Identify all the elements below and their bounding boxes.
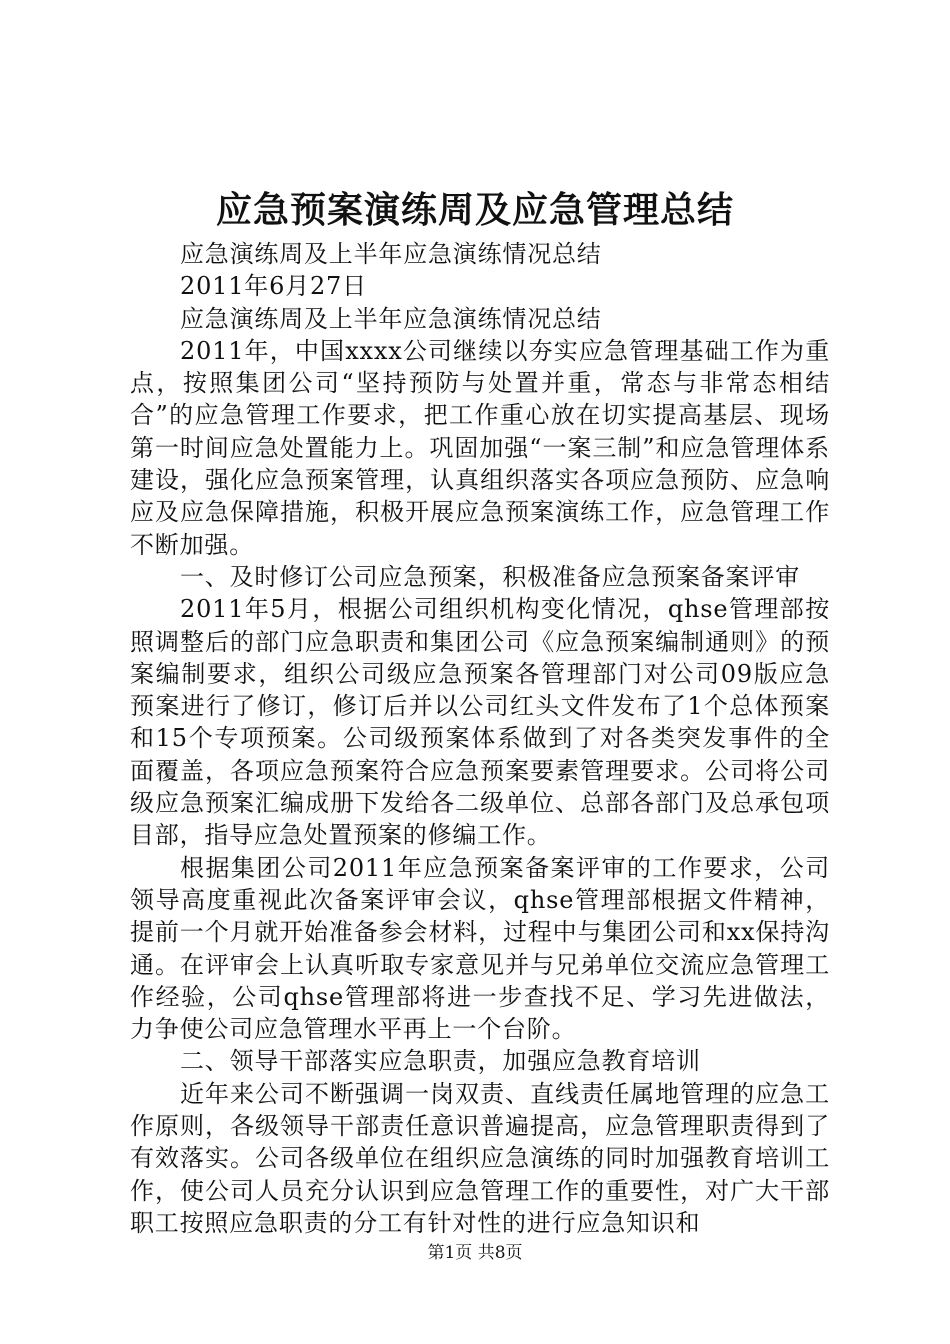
section-heading-1: 一、及时修订公司应急预案，积极准备应急预案备案评审 — [180, 562, 800, 591]
document-body — [130, 238, 830, 1239]
paragraph-intro: 2011年，中国xxxx公司继续以夯实应急管理基础工作为重点，按照集团公司“坚持预防与处置并重，常态与非常态相结合”的应急管理工作要求，把工作重心放在切实提高基层、现场第一时间应急处置能力上。巩固加强“一案三制”和应急管理体系建设，强化应急预案管理，认真组织落实各项应急预防、应急响应及应急保障措施，积极开展应急预案演练工作，应急管理工作不断加强。 — [130, 336, 830, 559]
paragraph-section-1a: 2011年5月，根据公司组织机构变化情况，qhse管理部按照调整后的部门应急职责和集团公司《应急预案编制通则》的预案编制要求，组织公司级应急预案各管理部门对公司09版应急预案进行了修订，修订后并以公司红头文件发布了1个总体预案和15个专项预案。公司级预案体系做到了对各类突发事件的全面覆盖，各项应急预案符合应急预案要素管理要求。公司将公司级应急预案汇编成册下发给各二级单位、总部各部门及总承包项目部，指导应急处置预案的修编工作。 — [130, 595, 830, 850]
section-heading-2: 二、领导干部落实应急职责，加强应急教育培训 — [180, 1047, 701, 1076]
paragraph-section-1b: 根据集团公司2011年应急预案备案评审的工作要求，公司领导高度重视此次备案评审会议，qhse管理部根据文件精神，提前一个月就开始准备参会材料，过程中与集团公司和xx保持沟通。在评审会上认真听取专家意见并与兄弟单位交流应急管理工作经验，公司qhse管理部将进一步查找不足、学习先进做法，力争使公司应急管理水平再上一个台阶。 — [130, 853, 830, 1044]
paragraph-section-2a: 近年来公司不断强调一岗双责、直线责任属地管理的应急工作原则，各级领导干部责任意识普遍提高，应急管理职责得到了有效落实。公司各级单位在组织应急演练的同时加强教育培训工作，使公司人员充分认识到应急管理工作的重要性，对广大干部职工按照应急职责的分工有针对性的进行应急知识和 — [130, 1079, 830, 1237]
paragraph-subtitle: 应急演练周及上半年应急演练情况总结 — [180, 240, 602, 268]
document-title: 应急预案演练周及应急管理总结 — [215, 189, 734, 231]
page-number: 第1页 共8页 — [427, 1243, 523, 1263]
paragraph-date: 2011年6月27日 — [180, 272, 367, 301]
paragraph-heading: 应急演练周及上半年应急演练情况总结 — [180, 304, 602, 333]
